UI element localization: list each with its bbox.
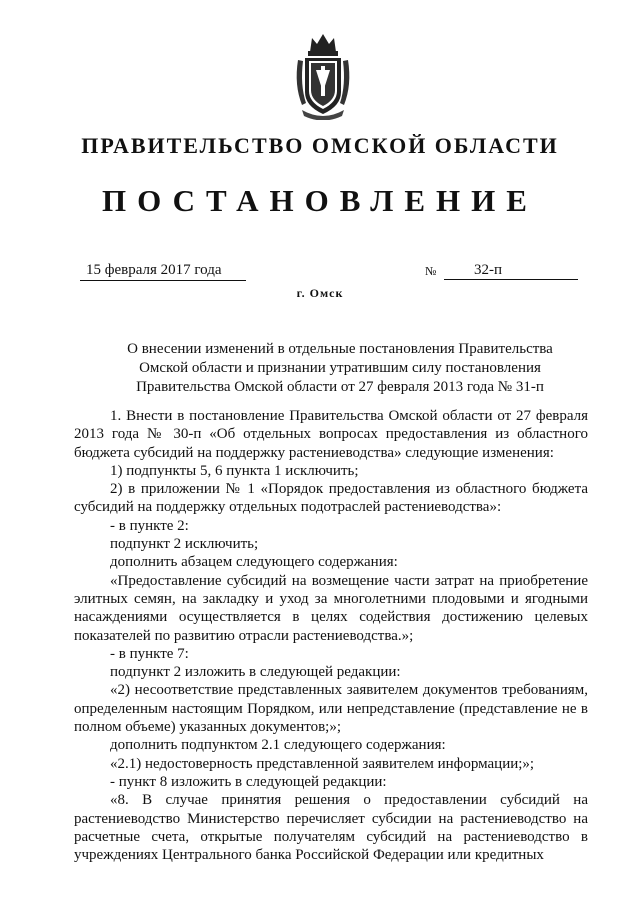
body-paragraph: - пункт 8 изложить в следующей редакции: — [110, 773, 387, 790]
body-paragraph: «2.1) недостоверность представленной заявителем информации;»; — [110, 755, 535, 772]
title-line: Омской области и признании утратившим силу постановления — [139, 360, 541, 376]
body-paragraph: - в пункте 7: — [110, 645, 189, 662]
coat-of-arms-emblem — [292, 30, 354, 120]
body-paragraph: дополнить подпунктом 2.1 следующего содержания: — [110, 737, 446, 754]
title-line: О внесении изменений в отдельные постановления Правительства — [127, 341, 553, 357]
city: г. Омск — [296, 286, 344, 300]
body-paragraph: «8. В случае принятия решения о предоставлении субсидий на растениеводство Министерство перечисляет субсидии на растениеводство на расчетные счета, открытые получателям субсидий на растениеводство в учреждениях Центрального банка Российской Федерации или кредитных — [74, 792, 588, 864]
body-paragraph: «2) несоответствие представленных заявителем документов требованиям, определенным настоящим Порядком, или непредставление (представление не в полном объеме) указанных документов;»; — [74, 682, 588, 736]
body-paragraph: 1. Внести в постановление Правительства Омской области от 27 февраля 2013 года № 30-п «Об отдельных вопросах предоставления из областного бюджета субсидий на поддержку растениеводства» следующие изменения: — [74, 408, 588, 461]
document-body — [74, 407, 588, 864]
body-paragraph: «Предоставление субсидий на возмещение части затрат на приобретение элитных семян, на закладку и уход за многолетними плодовыми и ягодными насаждениями осуществляется в целях содействия достижению целевых показателей по развитию отрасли растениеводства.»; — [74, 572, 588, 644]
organization-name: ПРАВИТЕЛЬСТВО ОМСКОЙ ОБЛАСТИ — [81, 133, 559, 158]
body-paragraph: 2) в приложении № 1 «Порядок предоставления из областного бюджета субсидий на поддержку отдельных подотраслей растениеводства»: — [74, 481, 588, 516]
document-number: 32-п — [444, 261, 578, 280]
document-type: ПОСТАНОВЛЕНИЕ — [102, 183, 538, 218]
body-paragraph: - в пункте 2: — [110, 517, 189, 534]
body-paragraph: дополнить абзацем следующего содержания: — [110, 554, 398, 571]
document-date: 15 февраля 2017 года — [80, 261, 246, 281]
document-title — [120, 340, 560, 397]
title-line: Правительства Омской области от 27 февраля 2013 года № 31-п — [136, 379, 544, 395]
body-paragraph: подпункт 2 изложить в следующей редакции: — [110, 664, 401, 681]
body-paragraph: подпункт 2 исключить; — [110, 536, 259, 553]
number-label: № — [425, 264, 437, 278]
body-paragraph: 1) подпункты 5, 6 пункта 1 исключить; — [110, 462, 359, 479]
